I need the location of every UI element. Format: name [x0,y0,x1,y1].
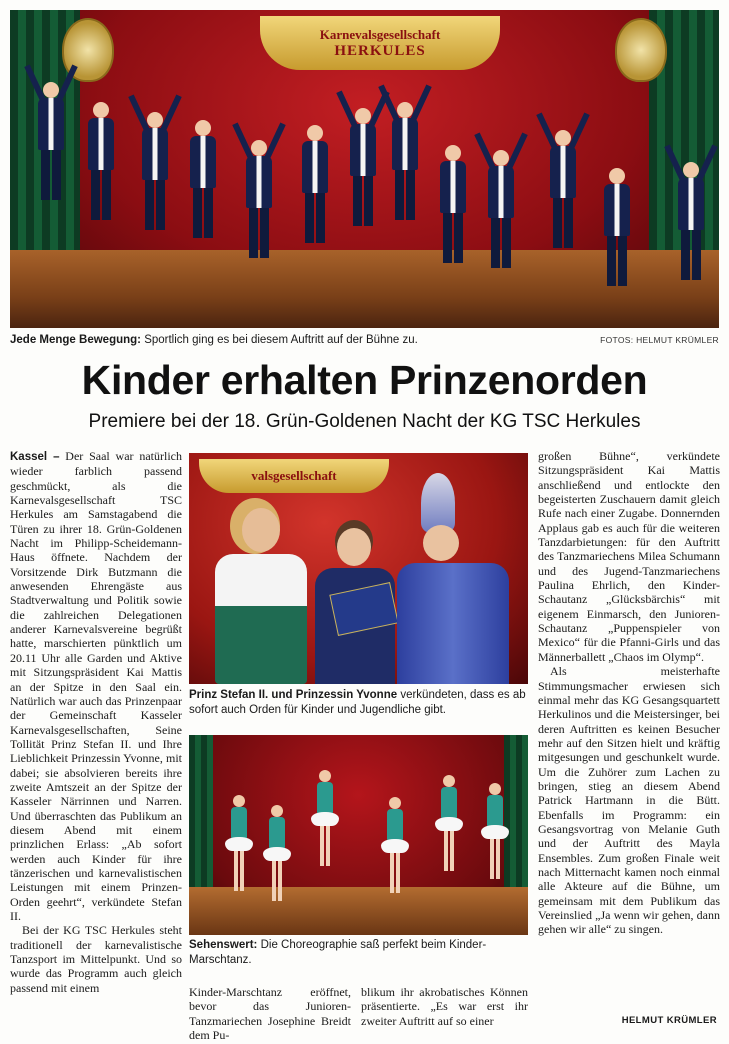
dancer [302,125,328,245]
dancer [440,145,466,265]
dancer [142,112,168,232]
dancer [488,150,514,270]
article-paragraph-2: Bei der KG TSC Herkules steht traditionell der karnevalistische Tanzsport im Mittelpunkt. Und so wurde das Programm auch gleich passend mit einem [10,923,182,995]
photo-credit: FOTOS: HELMUT KRÜMLER [600,335,719,345]
dancer-girl [315,770,335,890]
caption-top-lead: Jede Menge Bewegung: [10,334,141,346]
article-column-1 [10,449,182,995]
caption-middle [189,688,528,718]
dancer [550,130,576,250]
author-byline: HELMUT KRÜMLER [621,1015,717,1026]
dancer-girl [385,797,405,897]
article-column-3-text: blikum ihr akrobatisches Können präsentierte. „Es war erst ihr zweiter Auftritt auf so einer [361,985,528,1028]
photo-prince-couple [189,453,528,684]
dancer-girl [485,783,505,883]
dancer-girl [267,805,287,905]
headline: Kinder erhalten Prinzenorden [81,357,648,403]
photo-top-dance-group [10,10,719,328]
article-paragraph-3: großen Bühne“, verkündete Sitzungspräsident Kai Mattis anschließend und entlockte den begeisterten Zuschauern damit gleich Rufe nach einer Zugabe. Donnernden Applaus gab es auch für die weiteren Tanzdarbietungen: für den Auftritt des Tanzmariechens Milea Schumann und des Jugend-Tanzmariechens Paulina Ehrlich, den Kinder-Schautanz „Glücksbärchis“ mit eigenem Einmarsch, den Junioren-Schautanz „Puppenspieler von Mexico“ für die Pfanni-Girls und das Männerballett „Chaos im Olymp“. [538,449,720,664]
article-paragraph-4: Als meisterhafte Stimmungsmacher erwiesen sich einmal mehr das KG Gesangsquartett Herkulinos und die Meistersinger, bei deren Auftritten es keinen Besucher mehr auf den Sitzen hielt und kräftig mitgesungen und geschunkelt wurde. Um die Zuhörer zum Lachen zu bringen, stieg an diesem Abend Patrick Hartmann in die Bütt. Ebenfalls im Programm: ein Gesangsvortrag von Melanie Guth und der Auftritt des Mayla Ensembles. Zum großen Finale weit nach Mitternacht kamen noch einmal alle Akteure auf die Bühne, um gemeinsam mit dem Publikum das Vereinslied „Ja wenn wir gehen, dann gehen wir alle“ zu singen. [538,664,720,937]
article-column-4 [538,449,720,937]
article-column-2-text: Kinder-Marschtanz eröffnet, bevor das Junioren-Tanzmariechen Josephine Breidt dem Pu- [189,985,351,1043]
dancer-girl [229,795,249,895]
subheadline: Premiere bei der 18. Grün-Goldenen Nacht der KG TSC Herkules [88,411,641,432]
dancer-girl [439,775,459,875]
dancer [38,82,64,202]
dancer [350,108,376,228]
stage-banner-middle: valsgesellschaft [199,459,389,493]
stage-banner-line2: HERKULES [334,43,426,59]
dancer [88,102,114,222]
stage-banner [260,16,500,70]
caption-bottom-text: Die Choreographie saß perfekt beim Kinder-Marschtanz. [189,939,487,966]
article-paragraph-1: Der Saal war natürlich wieder farblich passend geschmückt, als die Karnevalsgesellschaft TSC Herkules am Samstagabend die Türen zu ihrer 18. Grün-Goldenen Nacht im Philipp-Scheidemann-Haus öffnete. Nachdem der Vorsitzende Dirk Butzmann die anwesenden Ehrengäste aus Stadtverwaltung und Politik sowie die zahlreichen Delegationen anderer Karnevalsvereine begrüßt hatte, marschierten pünktlich um 20.11 Uhr alle Garden und Aktive mit Sitzungspräsident Kai Mattis an der Spitze in den Saal ein. Natürlich war auch das Prinzenpaar der Gemeinschaft Kasseler Karnevalsgesellschaften, Seine Tollität Prinz Stefan II. und Ihre Lieblichkeit Prinzessin Yvonne, mit dabei; sie absolvieren bereits ihre zweite Amtszeit an der Spitze der Kasseler Närrinnen und Narren. Und überraschten das Publikum an diesem Abend mit einem prinzlichen Erlass: „Ab sofort werden auch Kinder für ihre tänzerischen und karnevalistischen Leistungen mit einem Prinzen-Orden geehrt“, verkündete Stefan II. [10,449,182,923]
caption-top [10,333,590,348]
caption-middle-lead: Prinz Stefan II. und Prinzessin Yvonne [189,689,398,701]
article-column-2 [189,985,351,1042]
dateline: Kassel – [10,451,60,463]
dancer [392,102,418,252]
dancer [678,162,704,282]
caption-top-text: Sportlich ging es bei diesem Auftritt auf der Bühne zu. [141,334,418,346]
article-column-3 [361,985,528,1028]
dancer [190,120,216,240]
caption-middle-text: verkündeten, dass es ab sofort auch Orden für Kinder und Jugendliche gibt. [189,689,526,716]
photo-march-dance [189,735,528,935]
dancer [604,168,630,288]
stage-banner-line1: Karnevalsgesellschaft [319,27,441,42]
crest-right-icon [615,18,667,82]
caption-bottom [189,938,528,968]
caption-bottom-lead: Sehenswert: [189,939,258,951]
dancer [246,140,272,290]
